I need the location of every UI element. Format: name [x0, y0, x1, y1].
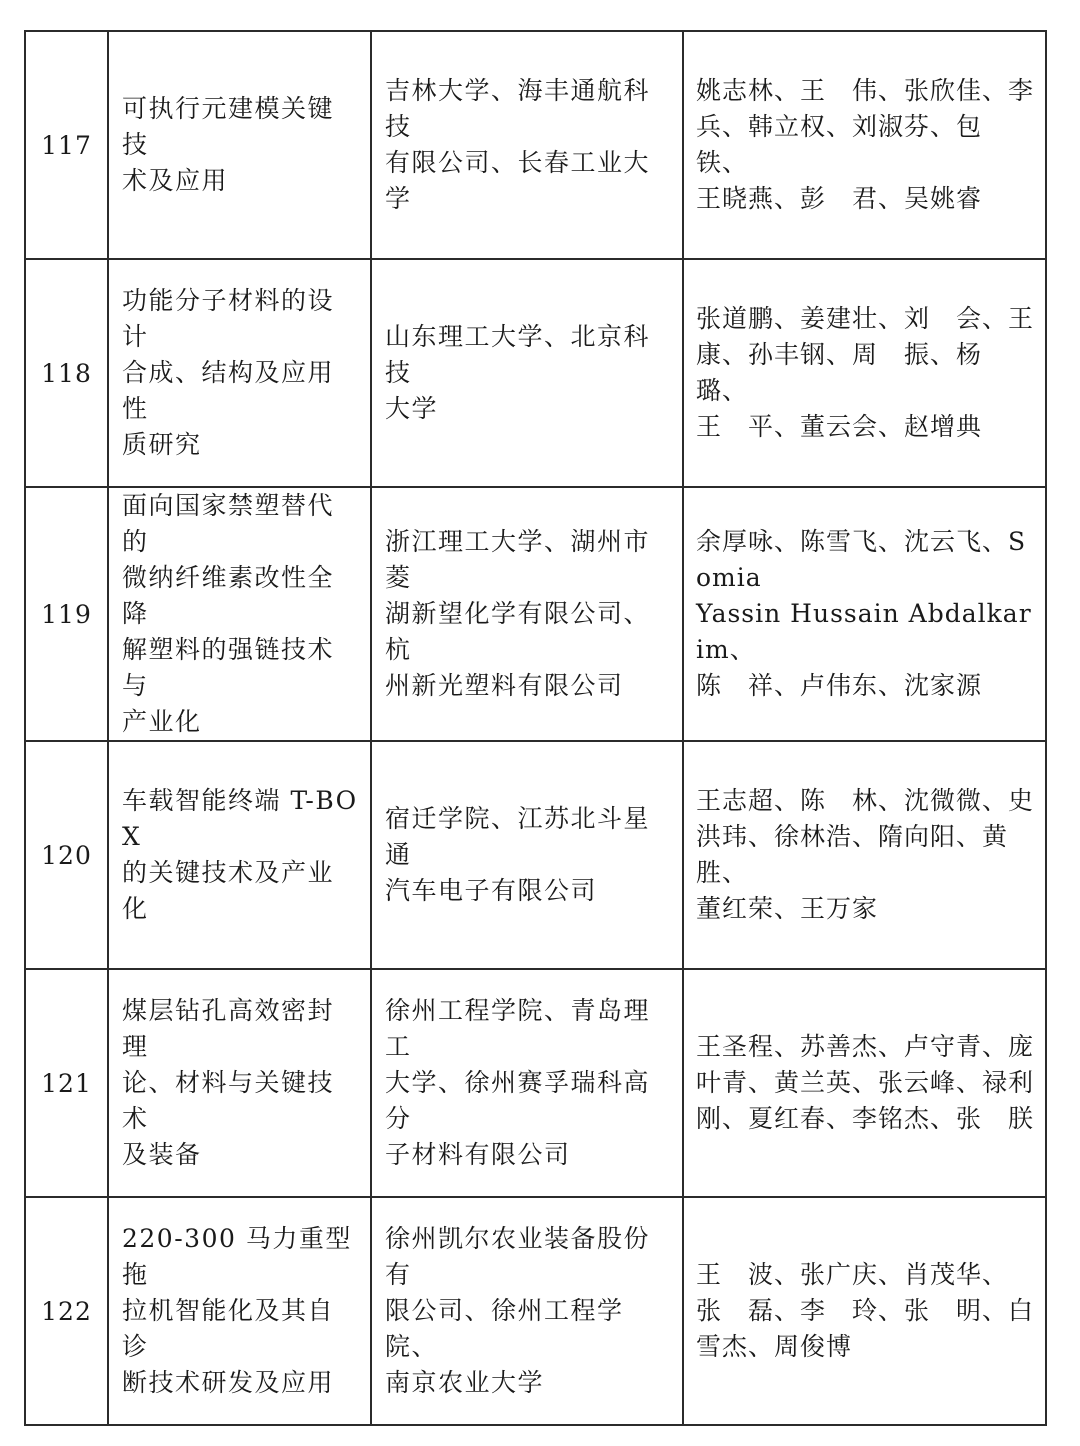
row-number: 122 — [25, 1197, 108, 1425]
row-number: 118 — [25, 259, 108, 487]
table-row — [25, 969, 1046, 1197]
completing-units: 徐州工程学院、青岛理工 大学、徐州赛孚瑞科高分 子材料有限公司 — [371, 969, 683, 1197]
row-number: 121 — [25, 969, 108, 1197]
table-row — [25, 259, 1046, 487]
row-number: 120 — [25, 741, 108, 969]
completing-people: 王圣程、苏善杰、卢守青、庞 叶青、黄兰英、张云峰、禄利 刚、夏红春、李铭杰、张 朕 — [683, 969, 1046, 1197]
table-row — [25, 487, 1046, 741]
completing-people: 张道鹏、姜建壮、刘 会、王 康、孙丰钢、周 振、杨 璐、 王 平、董云会、赵增典 — [683, 259, 1046, 487]
table-row — [25, 1197, 1046, 1425]
completing-people: 王 波、张广庆、肖茂华、 张 磊、李 玲、张 明、白 雪杰、周俊博 — [683, 1197, 1046, 1425]
completing-units: 吉林大学、海丰通航科技 有限公司、长春工业大学 — [371, 31, 683, 259]
completing-units: 山东理工大学、北京科技 大学 — [371, 259, 683, 487]
project-name: 煤层钻孔高效密封理 论、材料与关键技术 及装备 — [108, 969, 371, 1197]
row-number: 117 — [25, 31, 108, 259]
completing-units: 宿迁学院、江苏北斗星通 汽车电子有限公司 — [371, 741, 683, 969]
project-name: 可执行元建模关键技 术及应用 — [108, 31, 371, 259]
award-list-table — [24, 30, 1047, 1426]
project-name: 功能分子材料的设计 合成、结构及应用性 质研究 — [108, 259, 371, 487]
completing-people: 王志超、陈 林、沈微微、史 洪玮、徐林浩、隋向阳、黄 胜、 董红荣、王万家 — [683, 741, 1046, 969]
table-row — [25, 741, 1046, 969]
project-name: 车载智能终端 T-BOX 的关键技术及产业化 — [108, 741, 371, 969]
completing-units: 浙江理工大学、湖州市菱 湖新望化学有限公司、杭 州新光塑料有限公司 — [371, 487, 683, 741]
project-name: 面向国家禁塑替代的 微纳纤维素改性全降 解塑料的强链技术与 产业化 — [108, 487, 371, 741]
project-name: 220-300 马力重型拖 拉机智能化及其自诊 断技术研发及应用 — [108, 1197, 371, 1425]
table-row — [25, 31, 1046, 259]
completing-people: 余厚咏、陈雪飞、沈云飞、Somia Yassin Hussain Abdalkarim、 陈 祥、卢伟东、沈家源 — [683, 487, 1046, 741]
completing-people: 姚志林、王 伟、张欣佳、李 兵、韩立权、刘淑芬、包 铁、 王晓燕、彭 君、吴姚睿 — [683, 31, 1046, 259]
row-number: 119 — [25, 487, 108, 741]
completing-units: 徐州凯尔农业装备股份有 限公司、徐州工程学院、 南京农业大学 — [371, 1197, 683, 1425]
